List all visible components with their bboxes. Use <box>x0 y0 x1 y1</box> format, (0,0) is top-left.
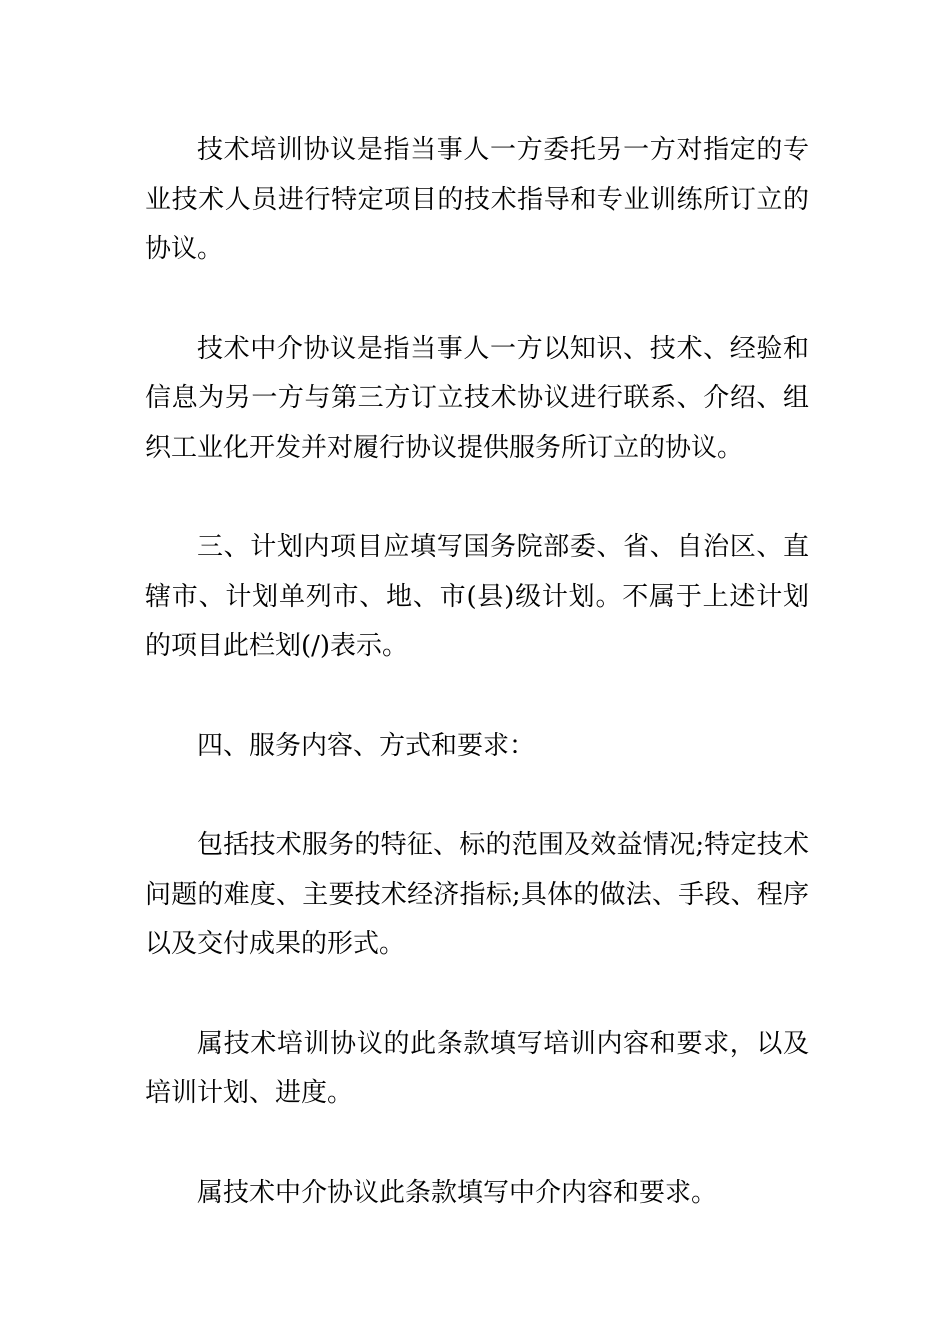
paragraph-intermediary-clause: 属技术中介协议此条款填写中介内容和要求。 <box>197 1177 718 1208</box>
paragraph-training-clause: 属技术培训协议的此条款填写培训内容和要求，以及培训计划、进度。 <box>145 1028 809 1108</box>
paragraph-training-definition: 技术培训协议是指当事人一方委托另一方对指定的专业技术人员进行特定项目的技术指导和专业训练所订立的协议。 <box>145 135 809 264</box>
document-body <box>145 126 809 1268</box>
paragraph-section-three: 三、计划内项目应填写国务院部委、省、自治区、直辖市、计划单列市、地、市(县)级计划。不属于上述计划的项目此栏划(/)表示。 <box>145 532 809 661</box>
section-four-heading: 四、服务内容、方式和要求： <box>197 730 536 761</box>
paragraph-intermediary-definition: 技术中介协议是指当事人一方以知识、技术、经验和信息为另一方与第三方订立技术协议进行联系、介绍、组织工业化开发并对履行协议提供服务所订立的协议。 <box>145 333 809 463</box>
paragraph-service-content: 包括技术服务的特征、标的范围及效益情况;特定技术问题的难度、主要技术经济指标;具体的做法、手段、程序以及交付成果的形式。 <box>145 830 809 959</box>
